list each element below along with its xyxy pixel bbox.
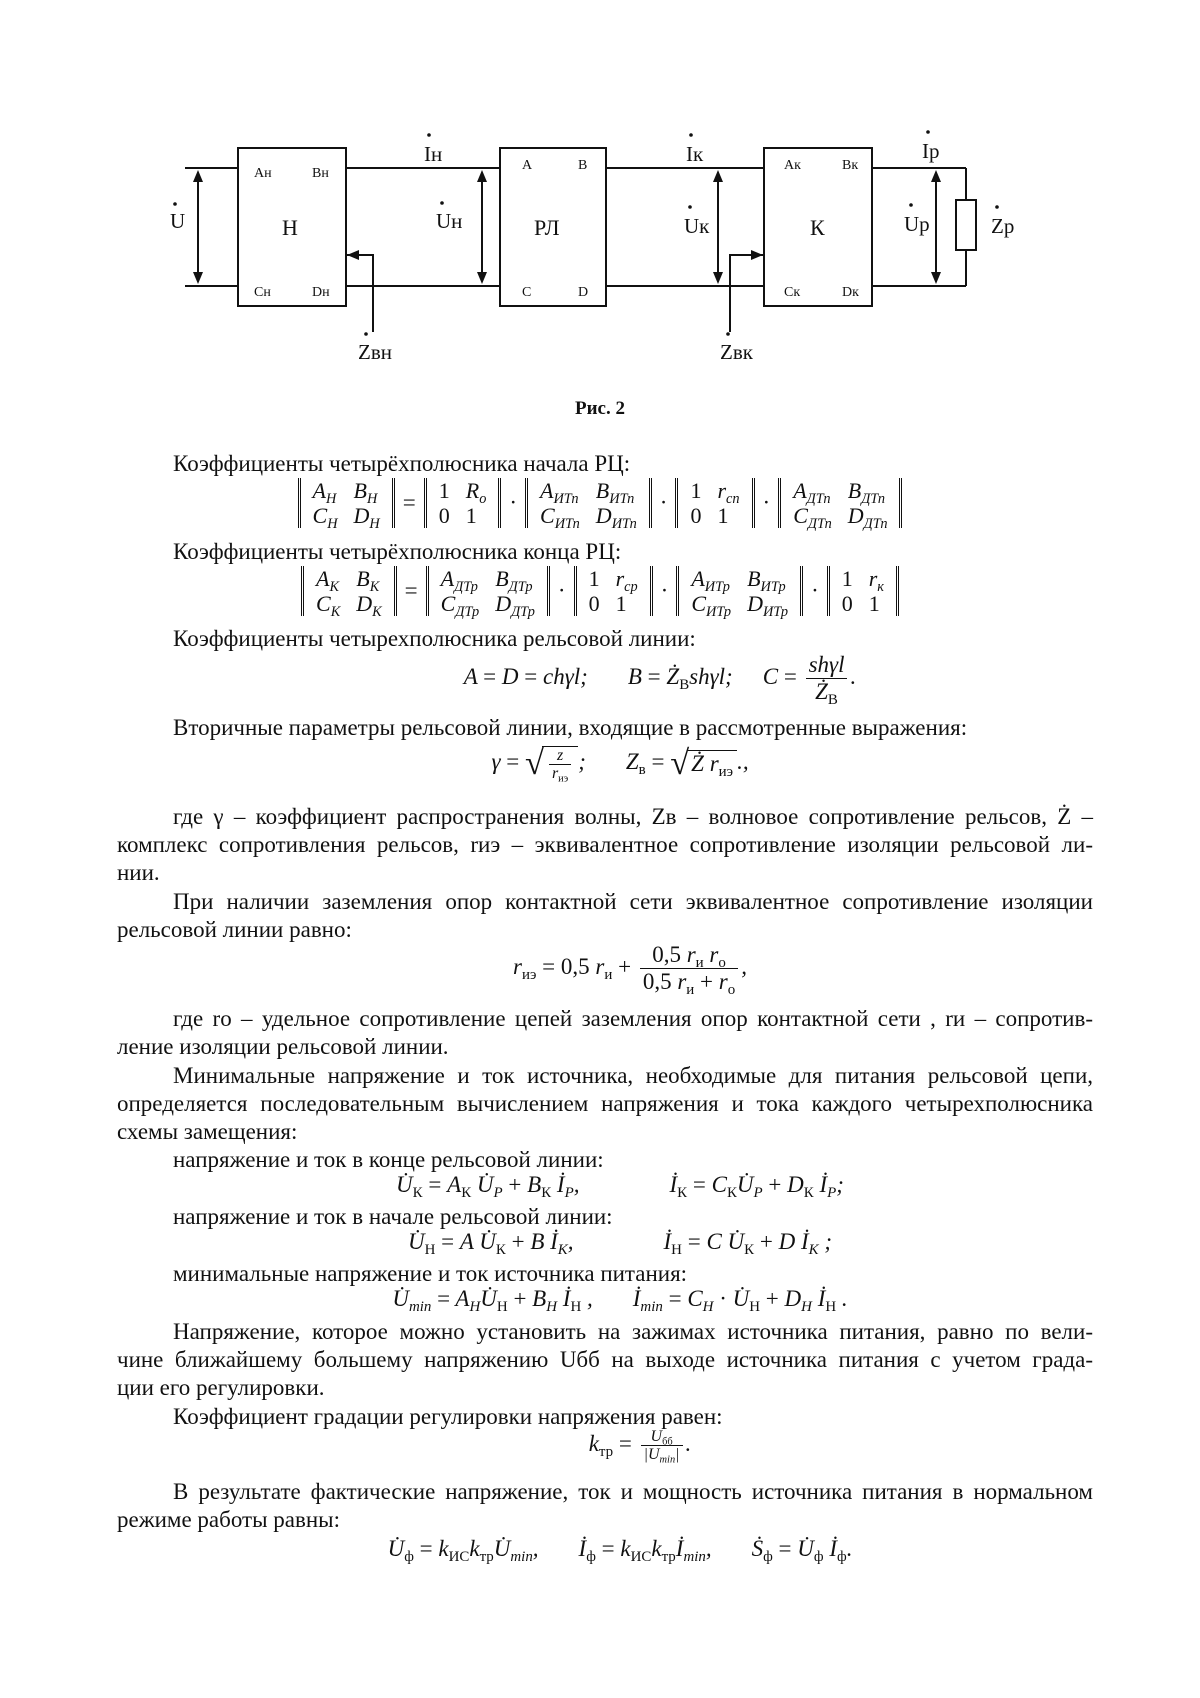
equation-secondary-params: γ = √ $\frac{z}{r_{иэ}}$ ; $Z_в$ = √Ż $r_{иэ}$ .,: [491, 744, 749, 785]
equation-end-matrix: $A_K$ $B_K$ $C_K$ $D_K$ = $A_{ДТр}$ $B_{ДТр}$ $C_{ДТр}$ $D_{ДТр}$ · 1 $r_{ср}$ 0 1 · $A_{ИТр}$ $B_{ИТр}$ $C_{ИТр}$ $D_{ИТр}$ · 1 $r_к$ 0 1: [0, 566, 1200, 616]
label-un: Uн: [436, 209, 463, 233]
text-line: определяется последовательным вычислением напряжения и тока каждого четырехполюсника: [117, 1091, 1093, 1116]
label-zvk: Zвк: [720, 340, 753, 364]
block-k-label: К: [810, 215, 825, 240]
text-line: где γ – коэффициент распространения волны, Zв – волновое сопротивление рельсов, Ż –: [173, 804, 1093, 829]
pin-b: B: [578, 158, 588, 173]
text-line: напряжение и ток в начале рельсовой линии:: [173, 1204, 613, 1229]
text-line: ции его регулировки.: [117, 1375, 325, 1400]
text-line: Коэффициенты четырёхполюсника начала РЦ:: [173, 451, 631, 476]
label-up: Uр: [904, 212, 930, 236]
pin-bk: Вк: [842, 158, 859, 173]
figure-caption: Рис. 2: [575, 398, 625, 419]
text-line: напряжение и ток в конце рельсовой линии:: [173, 1147, 604, 1172]
label-ik: Iк: [686, 142, 704, 166]
pin-dn: Dн: [312, 285, 330, 300]
block-rl-label: РЛ: [534, 215, 560, 240]
text-line: При наличии заземления опор контактной сети эквивалентное сопротивление изоляции: [173, 889, 1093, 914]
pin-cn: Сн: [254, 285, 271, 300]
circuit-diagram: [160, 100, 1120, 400]
equation-start-matrix: $A_Н$ $B_Н$ $C_Н$ $D_Н$ = 1 $R_o$ 0 1 · $A_{ИТп}$ $B_{ИТп}$ $C_{ИТп}$ $D_{ИТп}$ · 1 $r_{сп}$ 0 1 · $A_{ДТп}$ $B_{ДТп}$ $C_{ДТп}$ $D_{ДТп}$: [0, 478, 1200, 528]
pin-ak: Ак: [784, 158, 801, 173]
pin-a: A: [522, 158, 533, 173]
label-ip: Iр: [922, 139, 940, 163]
label-in: Iн: [424, 142, 443, 166]
text-line: режиме работы равны:: [117, 1507, 341, 1532]
label-zvn: Zвн: [358, 340, 392, 364]
equation-end-line: $U̇_К = A_К$ $U̇_P + B_К$ $İ_P$, $İ_К$ = $C_КU̇_P + D_К$ $İ_P$;: [396, 1172, 844, 1202]
block-n-label: Н: [282, 215, 298, 240]
text-line: В результате фактические напряжение, ток и мощность источника питания в нормальном: [173, 1479, 1093, 1504]
pin-d: D: [578, 285, 589, 300]
text-line: ление изоляции рельсовой линии.: [117, 1034, 449, 1059]
pin-ck: Ск: [784, 285, 801, 300]
load-resistor: [956, 200, 976, 250]
equation-actual: $U̇_ф$ = $k_{ИС}k_{тр}U̇_{min}$, $İ_ф$ = $k_{ИС}k_{тр}İ_{min}$, Ṡ$_ф$ = $U̇_ф$ $İ_ф$.: [387, 1536, 853, 1566]
text-line: минимальные напряжение и ток источника питания:: [173, 1261, 688, 1286]
label-zp: Zр: [991, 214, 1015, 238]
equation-insulation: $r_{иэ} = 0,5$ $r_и$ + $\frac{0,5 r_и r_о}{0,5 r_и + r_о}$ ,: [513, 942, 747, 999]
text-line: Напряжение, которое можно установить на зажимах источника питания, равно по вели-: [173, 1319, 1093, 1344]
equation-start-line: $U̇_Н = A$ $U̇_К + B$ $İ_K$, $İ_Н = C$ $U̇_К + D$ $İ_K$ ;: [407, 1229, 833, 1259]
text-line: чине ближайшему большему напряжению Uбб на выходе источника питания с учетом града-: [117, 1347, 1093, 1372]
pin-bn: Вн: [312, 166, 329, 181]
equation-rail-line: A = D = chγl; $B = Ż_Вsh\gamma l$; C = $\frac{\text{shγl}}{Ż_В}$ .: [463, 652, 857, 709]
pin-an: Ан: [254, 166, 272, 181]
text-line: рельсовой линии равно:: [117, 917, 352, 942]
text-line: Коэффициент градации регулировки напряжения равен:: [173, 1404, 723, 1429]
text-line: Коэффициенты четырехполюсника рельсовой линии:: [173, 626, 696, 651]
text-line: где rо – удельное сопротивление цепей заземления опор контактной сети , rи – сопротив-: [173, 1006, 1093, 1031]
pin-c: C: [522, 285, 532, 300]
label-u: U: [170, 209, 186, 233]
text-line: Минимальные напряжение и ток источника, необходимые для питания рельсовой цепи,: [173, 1063, 1093, 1088]
text-line: схемы замещения:: [117, 1119, 298, 1144]
label-uk: Uк: [684, 214, 710, 238]
text-line: нии.: [117, 860, 160, 885]
equation-gradation: $k_{тр}$ = $\frac{U_{бб}}{|U_{min}|}$ .: [588, 1428, 692, 1466]
equation-source-min: $U̇_{min}$ = $A_HU̇_Н + B_H$ $İ_Н$ , $İ_{min} = C_H$ · $U̇_Н + D_H$ $İ_Н$ .: [392, 1286, 848, 1316]
text-line: комплекс сопротивления рельсов, rиэ – эквивалентное сопротивление изоляции рельсовой ли-: [117, 832, 1093, 857]
text-line: Вторичные параметры рельсовой линии, входящие в рассмотренные выражения:: [173, 715, 968, 740]
text-line: Коэффициенты четырёхполюсника конца РЦ:: [173, 539, 622, 564]
pin-dk: Dк: [842, 285, 859, 300]
